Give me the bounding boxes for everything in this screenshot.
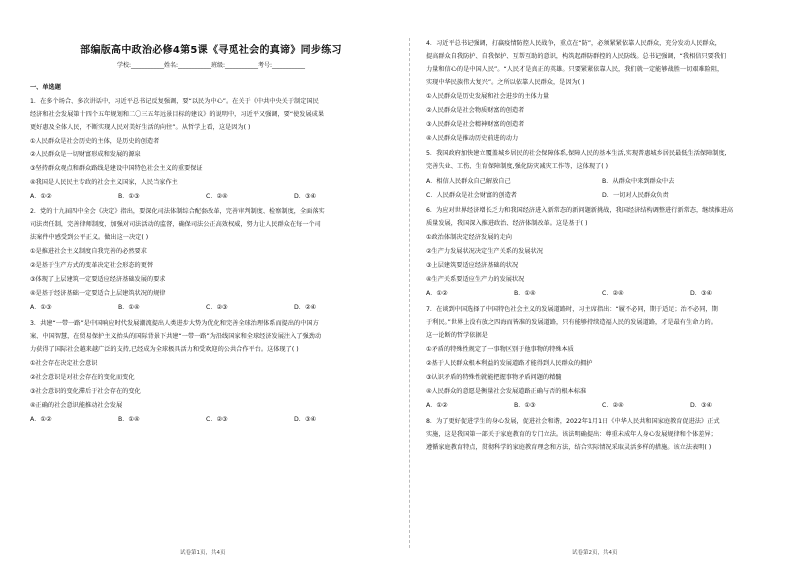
q5-option-a[interactable]: A．相信人民群众自己解放自己 — [426, 178, 511, 185]
q4-statement: ④人民群众是推动历史前进的动力 — [426, 135, 519, 142]
q7-statement: ④人民群众的意愿是衡量社会发展道路正确与否的根本标准 — [426, 388, 587, 395]
section-heading: 一、单选题 — [30, 84, 61, 91]
q4-statement: ②人民群众是社会物质财富的创造者 — [426, 107, 525, 114]
q5-line: 5．我国政府加快建立覆盖城乡居民的社会保障体系,保障人民的基本生活,实现普惠城乡居民最低生活保障制度, — [426, 150, 727, 157]
q7-option-b[interactable]: B．①③ — [514, 402, 536, 409]
q5-option-d[interactable]: D．一切对人民群众负责 — [602, 192, 669, 199]
q7-option-a[interactable]: A．①② — [426, 402, 448, 409]
right-column — [426, 0, 778, 562]
q2-option-b[interactable]: B．①④ — [118, 304, 140, 311]
q2-line: 法案件中感受到公平正义。做出这一决定( ) — [30, 234, 149, 241]
q8-line: 遵循家庭教育特点，贯彻科学的家庭教育理念和方法，结合实际情况采取灵活多样的措施。该立法表明( ) — [426, 444, 712, 451]
q3-line: 案、中国智慧，在贸易保护主义抬头的国际背景下共建“一带一路”为沿线国家和全球经济发展注入了强劲动 — [30, 333, 322, 340]
q3-option-d[interactable]: D．③④ — [294, 416, 317, 423]
q1-line: 经济和社会发展第十四个五年规划和二〇三五年远景目标的建议》的说明中，习近平又强调，要“使发展成果 — [30, 111, 325, 118]
q6-option-d[interactable]: D．③④ — [690, 290, 713, 297]
q6-line: 6．为应对世界经济增长乏力和我国经济进入新常态的新问题新挑战，我国经济结构调整进行新常态，继续推进高 — [426, 207, 734, 214]
q1-statement: ②人民群众是一切财富形成和发展的源泉 — [30, 151, 141, 158]
q7-option-d[interactable]: D．③④ — [690, 402, 713, 409]
q1-statement: ①人民群众是社会历史的主体，是历史的创造者 — [30, 138, 160, 145]
column-divider — [409, 38, 410, 548]
q7-option-c[interactable]: C．②④ — [602, 402, 624, 409]
q5-line: 完善失业、工伤、生育保障制度,强化防灾减灾工作等，这体现了( ) — [426, 163, 609, 170]
q8-line: 实施，这是我国第一部关于家庭教育的专门立法。该法明确提出：尊重未成年人身心发展规律和个体差异； — [426, 431, 717, 438]
q3-option-a[interactable]: A．①② — [30, 416, 52, 423]
q6-option-a[interactable]: A．①② — [426, 290, 448, 297]
q3-option-b[interactable]: B．①④ — [118, 416, 140, 423]
student-info-line: 学校:___________姓名:___________班级:___________考号:___________ — [116, 62, 306, 69]
page-footer: 试卷第2页，共4页 — [572, 550, 618, 556]
q2-statement: ②是基于生产方式的变革决定社会形态的更替 — [30, 262, 154, 269]
q1-statement: ④我国是人民民主专政的社会主义国家，人民当家作主 — [30, 179, 178, 186]
q2-statement: ③体现了上层建筑一定要适应经济基础发展的要求 — [30, 276, 166, 283]
q4-line: 提高群众自我防护、自我保护、互帮互助的意识，构筑起群防群控的人民防线。总书记强调，“我相信只要我们 — [426, 53, 727, 60]
q1-line: 1．在多个场合、多次讲话中，习近平总书记反复强调，要“以民为中心”。在关于《中共中央关于制定国民 — [30, 98, 319, 105]
q2-statement: ④是基于经济基础一定要适合上层建筑状况的规律 — [30, 290, 166, 297]
q6-line: 质量发展，我国深入推进政治、经济体制改革。这是基于( ) — [426, 220, 588, 227]
q3-statement: ④正确的社会意识能推动社会发展 — [30, 402, 123, 409]
q1-option-b[interactable]: B．①③ — [118, 193, 140, 200]
q7-options — [426, 402, 778, 410]
q1-options — [30, 193, 382, 201]
q2-options — [30, 304, 382, 312]
q6-statement: ③上层建筑要适应经济基础的状况 — [426, 262, 519, 269]
q5-options-row — [426, 178, 778, 186]
page-title: 部编版高中政治必修4第5课《寻觅社会的真谛》同步练习 — [80, 45, 342, 56]
q4-statement: ①人民群众是历史发展和社会进步的主体力量 — [426, 93, 550, 100]
q2-line: 2．党的十九届四中全会《决定》指出，要深化司法体制综合配套改革，完善审判制度、检察制度，全面落实 — [30, 208, 325, 215]
left-column — [30, 0, 392, 562]
q4-statement: ③人民群众是社会精神财富的创造者 — [426, 121, 525, 128]
q2-statement: ①是推进社会主义制度自我完善的必然要求 — [30, 248, 147, 255]
q6-statement: ④生产关系要适应生产力的发展状况 — [426, 276, 525, 283]
q6-option-c[interactable]: C．②④ — [602, 290, 624, 297]
q3-statement: ①社会存在决定社会意识 — [30, 360, 98, 367]
q6-options — [426, 290, 778, 298]
q2-option-a[interactable]: A．①③ — [30, 304, 52, 311]
q5-option-b[interactable]: B．从群众中来到群众中去 — [602, 178, 675, 185]
q4-line: 4．习近平总书记强调，打赢疫情防控人民战争，重点在“防”，必须紧紧依靠人民群众，充分发动人民群众， — [426, 40, 721, 47]
q3-line: 3．共建“一带一路”是中国响应时代发展潮流提出人类进步大势为优化和完善全球治理体系而提出的中国方 — [30, 320, 319, 327]
q7-line: 7．在谈到中国选择了中国特色社会主义的发展道路时，习主席指出：“履不必同，期于适足；治不必同，期 — [426, 306, 718, 313]
page-footer: 试卷第1页，共4页 — [180, 550, 226, 556]
q1-option-c[interactable]: C．②④ — [206, 193, 228, 200]
q8-line: 8．为了更好促进学生的身心发展，促进社会和谐，2022年1月1日《中华人民共和国家庭教育促进法》正式 — [426, 418, 720, 425]
q1-option-d[interactable]: D．③④ — [294, 193, 317, 200]
q1-option-a[interactable]: A．①② — [30, 193, 52, 200]
q6-option-b[interactable]: B．①④ — [514, 290, 536, 297]
q2-option-c[interactable]: C．②③ — [206, 304, 228, 311]
q3-statement: ③社会意识的变化滞后于社会存在的变化 — [30, 388, 141, 395]
q3-option-c[interactable]: C．②③ — [206, 416, 228, 423]
q7-line: 于利民。”世界上没有放之四海而皆准的发展道路，只有能够持续造福人民的发展道路，才是最有生命力的。 — [426, 319, 717, 326]
q3-line: 力获得了国际社会越来越广泛的支持,已经成为全球极具活力和受欢迎的公共合作平台。这体现了( ) — [30, 346, 299, 353]
q3-statement: ②社会意识是对社会存在的变化而变化 — [30, 374, 135, 381]
q3-options — [30, 416, 382, 424]
q1-line: 更好惠及全体人民，不断实现人民对美好生活的向往”。从哲学上看，这是因为( ) — [30, 124, 251, 131]
q4-line: 实现中华民族伟大复兴”。之所以依靠人民群众，是因为( ) — [426, 79, 585, 86]
q1-statement: ③坚持群众观点和群众路线是建设中国特色社会主义的重要保证 — [30, 165, 203, 172]
q5-option-c[interactable]: C．人民群众是社会财富的创造者 — [426, 192, 517, 199]
q6-statement: ②生产力发展状况决定生产关系的发展状况 — [426, 248, 543, 255]
q2-option-d[interactable]: D．②④ — [294, 304, 317, 311]
q7-statement: ①矛盾的特殊性规定了一事物区别于他事物的特殊本质 — [426, 346, 574, 353]
q4-line: 力量和信心的是中国人民”。“人民才是真正的英雄。只要紧紧依靠人民，我们就一定能够战胜一切艰难险阻， — [426, 66, 724, 73]
q6-statement: ①政治体制决定经济发展的走向 — [426, 234, 512, 241]
q2-line: 司法责任制，完善律师制度，加强对司法活动的监督，确保司法公正高效权威，努力让人民群众在每一个司 — [30, 221, 321, 228]
q5-options-row — [426, 192, 778, 200]
q7-statement: ③认识矛盾的特殊性就能把握事物矛盾问题的精髓 — [426, 374, 562, 381]
q7-line: 这一论断的哲学依据是 — [426, 332, 488, 339]
q7-statement: ②基于人民群众根本利益的发展道路才能得到人民群众的拥护 — [426, 360, 593, 367]
